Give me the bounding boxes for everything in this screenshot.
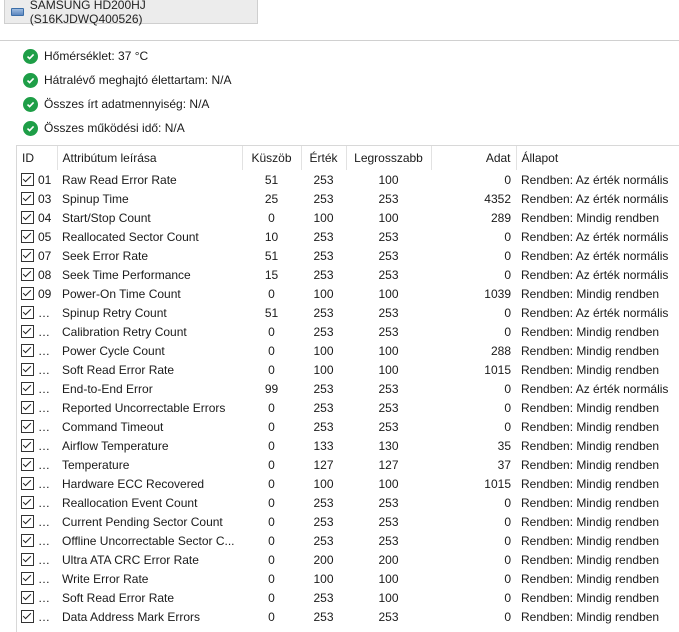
table-row[interactable]	[17, 227, 679, 246]
attribute-status: Rendben: Mindig rendben	[521, 419, 660, 434]
column-header-threshold[interactable]: Küszöb	[242, 146, 301, 170]
attribute-raw-data: 0	[504, 590, 511, 605]
attribute-status: Rendben: Mindig rendben	[521, 324, 660, 339]
attribute-worst: 253	[378, 305, 399, 320]
row-checkbox[interactable]	[21, 173, 34, 186]
row-checkbox[interactable]	[21, 401, 34, 414]
attribute-threshold: 0	[268, 400, 275, 415]
attribute-worst: 253	[378, 248, 399, 263]
row-checkbox[interactable]	[21, 439, 34, 452]
attribute-value: 100	[313, 476, 334, 491]
attribute-threshold: 0	[268, 419, 275, 434]
attribute-threshold: 0	[268, 609, 275, 624]
attribute-id	[17, 531, 57, 550]
attribute-id	[17, 208, 57, 227]
attribute-id-text: 05	[38, 229, 52, 244]
table-row[interactable]	[17, 322, 679, 341]
attribute-raw-data: 0	[504, 305, 511, 320]
attribute-raw-data: 0	[504, 229, 511, 244]
column-header-id[interactable]: ID	[17, 146, 57, 170]
attribute-raw-data: 0	[504, 514, 511, 529]
attribute-id	[17, 512, 57, 531]
row-checkbox[interactable]	[21, 572, 34, 585]
attribute-id	[17, 284, 57, 303]
attribute-value: 253	[313, 305, 334, 320]
attribute-threshold: 0	[268, 286, 275, 301]
attribute-id	[17, 265, 57, 284]
attribute-value: 127	[313, 457, 334, 472]
attribute-name: Reallocation Event Count	[62, 495, 198, 510]
attribute-worst: 200	[378, 552, 399, 567]
row-checkbox[interactable]	[21, 287, 34, 300]
attribute-raw-data: 0	[504, 419, 511, 434]
attribute-status: Rendben: Mindig rendben	[521, 362, 660, 377]
attribute-status: Rendben: Mindig rendben	[521, 571, 660, 586]
attribute-worst: 253	[378, 514, 399, 529]
table-row[interactable]	[17, 569, 679, 588]
attribute-raw-data: 1039	[484, 286, 511, 301]
attribute-value: 253	[313, 609, 334, 624]
attribute-name: Ultra ATA CRC Error Rate	[62, 552, 199, 567]
row-checkbox[interactable]	[21, 249, 34, 262]
attribute-worst: 100	[378, 476, 399, 491]
attribute-status: Rendben: Mindig rendben	[521, 400, 660, 415]
attribute-status: Rendben: Az érték normális	[521, 248, 669, 263]
attribute-name: Offline Uncorrectable Sector C...	[62, 533, 235, 548]
table-row[interactable]	[17, 398, 679, 417]
attribute-worst: 253	[378, 495, 399, 510]
attribute-value: 253	[313, 191, 334, 206]
column-header-value[interactable]: Érték	[301, 146, 346, 170]
summary-text: Összes működési idő: N/A	[44, 121, 185, 135]
attribute-value: 253	[313, 533, 334, 548]
attribute-raw-data: 0	[504, 172, 511, 187]
row-checkbox[interactable]	[21, 420, 34, 433]
summary-remaining-lifetime	[0, 68, 679, 92]
attribute-value: 253	[313, 172, 334, 187]
attribute-name: Power-On Time Count	[62, 286, 181, 301]
attribute-worst: 253	[378, 267, 399, 282]
check-circle-icon	[23, 121, 38, 136]
row-checkbox[interactable]	[21, 534, 34, 547]
attribute-id	[17, 398, 57, 417]
attribute-id-text: 01	[38, 172, 52, 187]
attribute-status: Rendben: Mindig rendben	[521, 343, 660, 358]
attribute-name: Write Error Rate	[62, 571, 149, 586]
attribute-name: Hardware ECC Recovered	[62, 476, 205, 491]
table-row[interactable]	[17, 512, 679, 531]
attribute-name: End-to-End Error	[62, 381, 153, 396]
row-checkbox[interactable]	[21, 306, 34, 319]
attribute-status: Rendben: Mindig rendben	[521, 210, 660, 225]
attribute-worst: 100	[378, 571, 399, 586]
attribute-worst: 253	[378, 191, 399, 206]
attribute-threshold: 25	[264, 191, 279, 206]
attribute-id-text: 03	[38, 191, 52, 206]
attribute-threshold: 0	[268, 457, 275, 472]
attribute-raw-data: 289	[490, 210, 511, 225]
attribute-id	[17, 417, 57, 436]
attribute-name: Reallocated Sector Count	[62, 229, 199, 244]
row-checkbox[interactable]	[21, 344, 34, 357]
attribute-id-text: 09	[38, 286, 52, 301]
attribute-value: 100	[313, 362, 334, 377]
attribute-id	[17, 436, 57, 455]
attribute-name: Seek Time Performance	[62, 267, 191, 282]
hard-drive-icon	[11, 8, 24, 16]
attribute-name: Start/Stop Count	[62, 210, 151, 225]
attribute-worst: 100	[378, 286, 399, 301]
attribute-value: 100	[313, 571, 334, 586]
table-row[interactable]	[17, 531, 679, 550]
attribute-raw-data: 4352	[484, 191, 511, 206]
table-header-row	[17, 146, 679, 170]
row-checkbox[interactable]	[21, 382, 34, 395]
attribute-name: Data Address Mark Errors	[62, 609, 201, 624]
attribute-worst: 253	[378, 229, 399, 244]
attribute-value: 253	[313, 514, 334, 529]
attribute-threshold: 0	[268, 343, 275, 358]
attribute-status: Rendben: Mindig rendben	[521, 590, 660, 605]
attribute-value: 100	[313, 210, 334, 225]
table-row[interactable]	[17, 341, 679, 360]
attribute-threshold: 51	[264, 305, 279, 320]
row-checkbox[interactable]	[21, 496, 34, 509]
smart-attributes-table[interactable]	[16, 145, 679, 632]
summary-temperature	[0, 44, 679, 68]
attribute-id	[17, 455, 57, 474]
attribute-threshold: 0	[268, 495, 275, 510]
attribute-raw-data: 288	[490, 343, 511, 358]
attribute-id	[17, 341, 57, 360]
attribute-threshold: 0	[268, 514, 275, 529]
attribute-name: Reported Uncorrectable Errors	[62, 400, 226, 415]
attribute-id	[17, 493, 57, 512]
row-checkbox[interactable]	[21, 230, 34, 243]
attribute-threshold: 0	[268, 476, 275, 491]
attribute-value: 133	[313, 438, 334, 453]
attribute-name: Raw Read Error Rate	[62, 172, 177, 187]
attribute-raw-data: 0	[504, 324, 511, 339]
column-header-status[interactable]: Állapot	[521, 151, 559, 165]
drive-tab-bar	[0, 0, 679, 41]
attribute-threshold: 0	[268, 324, 275, 339]
attribute-id	[17, 246, 57, 265]
attribute-name: Power Cycle Count	[62, 343, 165, 358]
attribute-status: Rendben: Az érték normális	[521, 381, 669, 396]
attribute-worst: 127	[378, 457, 399, 472]
attribute-id	[17, 227, 57, 246]
summary-text: Összes írt adatmennyiség: N/A	[44, 97, 210, 111]
attribute-id	[17, 322, 57, 341]
row-checkbox[interactable]	[21, 515, 34, 528]
attribute-id	[17, 379, 57, 398]
attribute-raw-data: 0	[504, 248, 511, 263]
attribute-worst: 253	[378, 609, 399, 624]
table-row[interactable]	[17, 379, 679, 398]
row-checkbox[interactable]	[21, 325, 34, 338]
attribute-id	[17, 303, 57, 322]
attribute-id	[17, 474, 57, 493]
attribute-status: Rendben: Mindig rendben	[521, 438, 660, 453]
attribute-id	[17, 569, 57, 588]
attribute-value: 253	[313, 419, 334, 434]
attribute-raw-data: 35	[497, 438, 511, 453]
attribute-id	[17, 170, 57, 189]
attribute-status: Rendben: Mindig rendben	[521, 514, 660, 529]
attribute-worst: 100	[378, 590, 399, 605]
attribute-raw-data: 0	[504, 381, 511, 396]
column-header-data[interactable]: Adat	[431, 146, 516, 170]
attribute-raw-data: 0	[504, 571, 511, 586]
table-row[interactable]	[17, 284, 679, 303]
attribute-id	[17, 360, 57, 379]
table-row[interactable]	[17, 189, 679, 208]
attribute-status: Rendben: Az érték normális	[521, 229, 669, 244]
attribute-threshold: 0	[268, 533, 275, 548]
attribute-name: Spinup Retry Count	[62, 305, 167, 320]
attribute-threshold: 0	[268, 210, 275, 225]
table-row[interactable]	[17, 360, 679, 379]
attribute-name: Temperature	[62, 457, 130, 472]
attribute-threshold: 0	[268, 362, 275, 377]
attribute-id	[17, 607, 57, 626]
attribute-name: Seek Error Rate	[62, 248, 149, 263]
attribute-name: Calibration Retry Count	[62, 324, 187, 339]
row-checkbox[interactable]	[21, 553, 34, 566]
attribute-id-text: 08	[38, 267, 52, 282]
row-checkbox[interactable]	[21, 610, 34, 623]
attribute-name: Soft Read Error Rate	[62, 590, 175, 605]
row-checkbox[interactable]	[21, 477, 34, 490]
health-summary	[0, 44, 679, 140]
check-circle-icon	[23, 97, 38, 112]
attribute-value: 100	[313, 286, 334, 301]
attribute-name: Command Timeout	[62, 419, 164, 434]
attribute-raw-data: 0	[504, 533, 511, 548]
attribute-raw-data: 0	[504, 552, 511, 567]
row-checkbox[interactable]	[21, 591, 34, 604]
table-row[interactable]	[17, 265, 679, 284]
attribute-value: 253	[313, 381, 334, 396]
attribute-value: 253	[313, 495, 334, 510]
attribute-worst: 100	[378, 343, 399, 358]
row-checkbox[interactable]	[21, 458, 34, 471]
attribute-value: 253	[313, 590, 334, 605]
row-checkbox[interactable]	[21, 192, 34, 205]
attribute-status: Rendben: Az érték normális	[521, 305, 669, 320]
table-row[interactable]	[17, 474, 679, 493]
table-row[interactable]	[17, 417, 679, 436]
summary-total-written	[0, 92, 679, 116]
attribute-status: Rendben: Mindig rendben	[521, 609, 660, 624]
attribute-value: 253	[313, 400, 334, 415]
attribute-threshold: 0	[268, 438, 275, 453]
attribute-status: Rendben: Mindig rendben	[521, 495, 660, 510]
attribute-raw-data: 0	[504, 400, 511, 415]
table-row[interactable]	[17, 455, 679, 474]
attribute-status: Rendben: Mindig rendben	[521, 476, 660, 491]
attribute-name: Spinup Time	[62, 191, 129, 206]
row-checkbox[interactable]	[21, 211, 34, 224]
attribute-worst: 253	[378, 324, 399, 339]
table-row[interactable]	[17, 303, 679, 322]
table-row[interactable]	[17, 246, 679, 265]
attribute-name: Current Pending Sector Count	[62, 514, 223, 529]
attribute-worst: 100	[378, 210, 399, 225]
attribute-raw-data: 1015	[484, 362, 511, 377]
attribute-worst: 100	[378, 362, 399, 377]
table-row[interactable]	[17, 436, 679, 455]
attribute-raw-data: 0	[504, 609, 511, 624]
attribute-status: Rendben: Mindig rendben	[521, 457, 660, 472]
drive-tab-label: SAMSUNG HD200HJ (S16KJDWQ400526)	[29, 0, 146, 26]
attribute-threshold: 10	[264, 229, 279, 244]
attribute-worst: 253	[378, 533, 399, 548]
attribute-raw-data: 1015	[484, 476, 511, 491]
attribute-status: Rendben: Mindig rendben	[521, 533, 660, 548]
attribute-value: 253	[313, 229, 334, 244]
attribute-id-text: 07	[38, 248, 52, 263]
attribute-worst: 100	[378, 172, 399, 187]
attribute-worst: 253	[378, 400, 399, 415]
attribute-raw-data: 0	[504, 495, 511, 510]
table-row[interactable]	[17, 588, 679, 607]
summary-total-operating-time	[0, 116, 679, 140]
check-circle-icon	[23, 49, 38, 64]
attribute-status: Rendben: Mindig rendben	[521, 286, 660, 301]
attribute-worst: 253	[378, 419, 399, 434]
attribute-threshold: 15	[264, 267, 279, 282]
table-row[interactable]	[17, 493, 679, 512]
attribute-worst: 253	[378, 381, 399, 396]
row-checkbox[interactable]	[21, 363, 34, 376]
attribute-value: 200	[313, 552, 334, 567]
attribute-threshold: 99	[264, 381, 279, 396]
attribute-threshold: 0	[268, 571, 275, 586]
attribute-status: Rendben: Mindig rendben	[521, 552, 660, 567]
column-header-attribute[interactable]: Attribútum leírása	[57, 146, 242, 170]
table-row[interactable]	[17, 550, 679, 569]
check-circle-icon	[23, 73, 38, 88]
attribute-value: 253	[313, 267, 334, 282]
summary-text: Hőmérséklet: 37 °C	[44, 49, 149, 63]
attribute-value: 100	[313, 343, 334, 358]
summary-text: Hátralévő meghajtó élettartam: N/A	[44, 73, 232, 87]
attribute-status: Rendben: Az érték normális	[521, 191, 669, 206]
table-row[interactable]	[17, 208, 679, 227]
attribute-id	[17, 550, 57, 569]
attribute-threshold: 0	[268, 552, 275, 567]
attribute-status: Rendben: Az érték normális	[521, 267, 669, 282]
attribute-threshold: 51	[264, 248, 279, 263]
attribute-worst: 130	[378, 438, 399, 453]
attribute-threshold: 51	[264, 172, 279, 187]
attribute-value: 253	[313, 324, 334, 339]
table-body	[17, 170, 679, 626]
column-header-worst[interactable]: Legrosszabb	[346, 146, 431, 170]
attribute-id	[17, 189, 57, 208]
attribute-name: Airflow Temperature	[62, 438, 169, 453]
attribute-raw-data: 0	[504, 267, 511, 282]
table-row[interactable]	[17, 607, 679, 626]
attribute-raw-data: 37	[497, 457, 511, 472]
attribute-name: Soft Read Error Rate	[62, 362, 175, 377]
attribute-status: Rendben: Az érték normális	[521, 172, 669, 187]
attribute-id	[17, 588, 57, 607]
attribute-value: 253	[313, 248, 334, 263]
row-checkbox[interactable]	[21, 268, 34, 281]
drive-tab[interactable]	[4, 0, 258, 24]
attribute-threshold: 0	[268, 590, 275, 605]
attribute-id-text: 04	[38, 210, 52, 225]
table-row[interactable]	[17, 170, 679, 189]
